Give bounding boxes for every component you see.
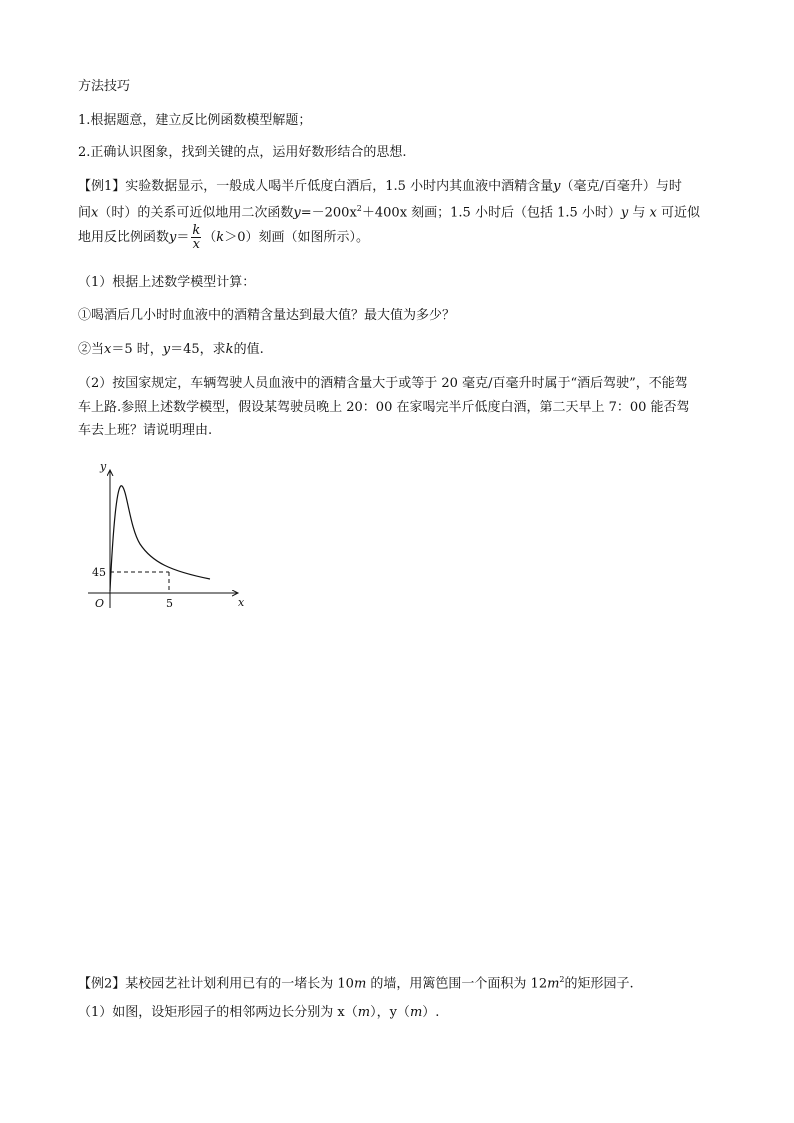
text: 的墙，用篱笆围一个面积为 12	[366, 976, 548, 992]
text: （毫克/百毫升）与时	[560, 179, 682, 194]
exponent: 2	[356, 204, 362, 213]
fraction-k-over-x	[191, 224, 201, 251]
text: 地用反比例函数	[78, 230, 170, 245]
example1-tag: 【例1】	[78, 179, 126, 194]
text: 实验数据显示，一般成人喝半斤低度白酒后，1.5 小时内其血液中酒精含量	[125, 179, 554, 194]
var: x	[91, 205, 99, 221]
text: ＝45，求	[170, 342, 226, 357]
question-1a: ①喝酒后几小时时血液中的酒精含量达到最大值？最大值为多少？	[78, 308, 456, 323]
example1-line-1	[78, 178, 682, 196]
text: 与	[628, 205, 650, 221]
y-tick-label: 45	[92, 566, 106, 579]
text: =－200x	[300, 205, 357, 221]
function-graph	[80, 458, 260, 618]
tip-1: 1.根据题意，建立反比例函数模型解题；	[78, 113, 312, 128]
text: 的值.	[233, 342, 264, 357]
question-2-line-3: 车去上班？请说明理由.	[78, 423, 213, 438]
text: 间	[78, 205, 92, 221]
question-1: （1）根据上述数学模型计算：	[78, 275, 256, 290]
text: ），y（	[370, 1005, 410, 1020]
question-2-line-1: （2）按国家规定，车辆驾驶人员血液中的酒精含量大于或等于 20 毫克/百毫升时属于“酒后驾驶”，不能驾	[78, 376, 688, 391]
denominator: x	[192, 237, 200, 252]
var: k	[216, 230, 225, 245]
unit: m	[547, 976, 560, 992]
unit: m	[357, 1005, 371, 1020]
text: （时）的关系可近似地用二次函数	[98, 205, 294, 221]
example1-line-3	[78, 224, 369, 251]
var: y	[620, 205, 629, 221]
text: （1）如图，设矩形园子的相邻两边长分别为 x（	[78, 1005, 358, 1020]
text: 的矩形园子.	[564, 976, 634, 992]
origin-label: O	[95, 597, 105, 610]
unit: m	[353, 976, 367, 992]
var: y	[293, 205, 301, 221]
text: ）.	[422, 1005, 440, 1020]
var: x	[649, 205, 657, 221]
text: ＋400x 刻画；1.5 小时后（包括 1.5 小时）	[361, 205, 621, 221]
y-axis-label: y	[100, 460, 107, 473]
var: y	[162, 342, 171, 357]
section-heading: 方法技巧	[78, 79, 131, 94]
var: y	[553, 179, 561, 194]
text: ②当	[78, 342, 105, 357]
text: 【例2】某校园艺社计划利用已有的一堵长为 10	[78, 976, 354, 992]
tip-2: 2.正确认识图象，找到关键的点，运用好数形结合的思想.	[78, 145, 407, 160]
example1-line-2	[78, 200, 700, 222]
question-2-line-2: 车上路.参照上述数学模型，假设某驾驶员晚上 20：00 在家喝完半斤低度白酒，第二天早上 7：00 能否驾	[78, 400, 690, 415]
var: k	[225, 342, 234, 357]
x-tick-label: 5	[166, 597, 173, 610]
var: y	[169, 230, 177, 245]
question-1b	[78, 341, 264, 359]
example2-line-2	[78, 1004, 439, 1022]
text: ＝	[176, 230, 190, 245]
unit: m	[409, 1005, 423, 1020]
alcohol-curve	[110, 486, 210, 591]
text: （	[203, 230, 217, 245]
text: ＞0）刻画（如图所示）。	[224, 230, 369, 245]
text: 可近似	[656, 205, 701, 221]
x-axis-label: x	[238, 596, 245, 609]
example2-line-1	[78, 971, 634, 993]
numerator: k	[192, 223, 201, 238]
text: ＝5 时，	[111, 342, 163, 357]
exponent: 2	[559, 975, 565, 984]
var: x	[104, 342, 112, 357]
